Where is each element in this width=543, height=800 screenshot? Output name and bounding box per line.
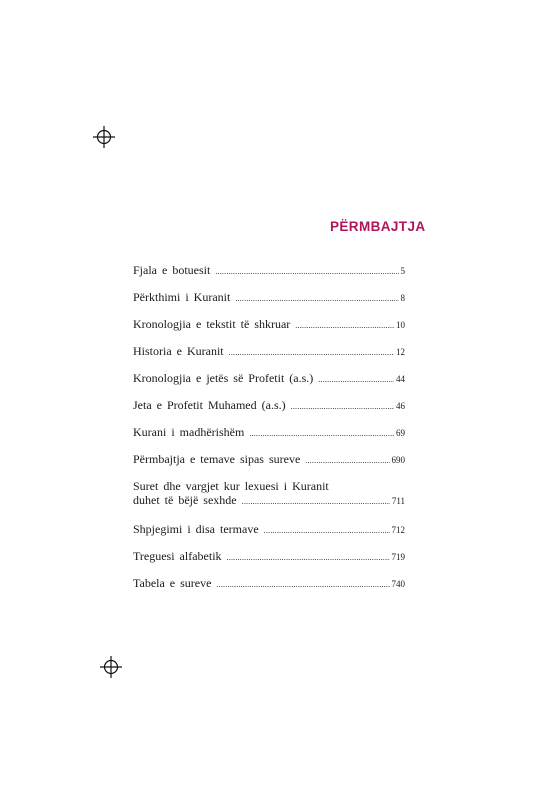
toc-entry-label: Tabela e sureve: [133, 576, 212, 590]
toc-entry-label: duhet të bëjë sexhde: [133, 493, 237, 507]
toc-entry[interactable]: [133, 290, 405, 317]
toc-entry[interactable]: [133, 576, 405, 603]
toc-entry-page: 69: [396, 428, 405, 438]
toc-entry-label: Fjala e botuesit: [133, 263, 211, 277]
toc-entry-page: 712: [391, 525, 405, 535]
toc-entry-label: Treguesi alfabetik: [133, 549, 222, 563]
toc-entry[interactable]: [133, 344, 405, 371]
toc-entry-label: Jeta e Profetit Muhamed (a.s.): [133, 398, 286, 412]
dot-leader: [295, 319, 394, 333]
dot-leader: [215, 265, 398, 279]
toc-entry[interactable]: [133, 522, 405, 549]
dot-leader: [249, 427, 394, 441]
toc-entry[interactable]: [133, 479, 405, 522]
dot-leader: [242, 495, 390, 509]
toc-entry[interactable]: [133, 452, 405, 479]
registration-mark-top-icon: [93, 126, 115, 148]
toc-entry-page: 719: [391, 552, 405, 562]
dot-leader: [235, 292, 398, 306]
toc-entry-page: 10: [396, 320, 405, 330]
toc-entry[interactable]: [133, 317, 405, 344]
toc-entry-label: Historia e Kuranit: [133, 344, 224, 358]
toc-entry-label: Kronologjia e tekstit të shkruar: [133, 317, 291, 331]
toc-entry[interactable]: [133, 263, 405, 290]
page-title: PËRMBAJTJA: [330, 219, 426, 234]
dot-leader: [227, 551, 390, 565]
toc-entry-page: 46: [396, 401, 405, 411]
toc-entry-label: Kronologjia e jetës së Profetit (a.s.): [133, 371, 314, 385]
toc-entry-label: Kurani i madhërishëm: [133, 425, 245, 439]
toc-entry-label: Përmbajtja e temave sipas sureve: [133, 452, 301, 466]
registration-mark-bottom-icon: [100, 656, 122, 678]
toc-entry-label-line1: Suret dhe vargjet kur lexuesi i Kuranit: [133, 479, 329, 493]
toc-entry-page: 740: [391, 579, 405, 589]
toc-entry-label: Përkthimi i Kuranit: [133, 290, 231, 304]
toc-entry[interactable]: [133, 398, 405, 425]
table-of-contents: [133, 263, 405, 603]
toc-entry[interactable]: [133, 425, 405, 452]
dot-leader: [264, 524, 390, 538]
dot-leader: [229, 346, 394, 360]
toc-entry-page: 711: [391, 496, 405, 506]
toc-entry-label: Shpjegimi i disa termave: [133, 522, 259, 536]
toc-entry[interactable]: [133, 549, 405, 576]
toc-entry-page: 8: [400, 293, 405, 303]
toc-entry-page: 12: [396, 347, 405, 357]
toc-entry-page: 44: [396, 374, 405, 384]
toc-entry-page: 690: [391, 455, 405, 465]
toc-entry-page: 5: [400, 266, 405, 276]
toc-entry[interactable]: [133, 371, 405, 398]
dot-leader: [305, 454, 389, 468]
dot-leader: [318, 373, 394, 387]
dot-leader: [291, 400, 394, 414]
dot-leader: [216, 578, 389, 592]
